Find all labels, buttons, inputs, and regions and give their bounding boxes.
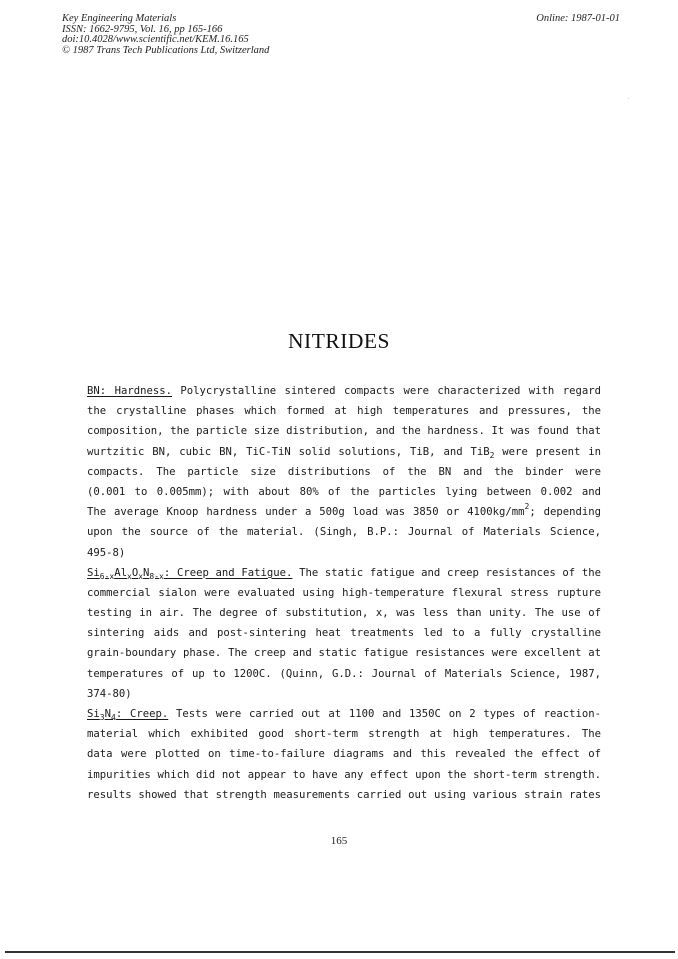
article-body bbox=[87, 381, 601, 805]
journal-name: Key Engineering Materials bbox=[62, 13, 177, 24]
sialon-creep-heading: $Si_{6-x}Al_xO_xN_{8-x}$: Creep and Fatigue. bbox=[87, 566, 293, 581]
copyright-line: © 1987 Trans Tech Publications Ltd, Switzerland bbox=[62, 44, 270, 56]
p2-line-5: grain-boundary phase. The creep and static fatigue resistances were excellent at bbox=[87, 647, 601, 660]
page-title: NITRIDES bbox=[288, 329, 390, 353]
page-number: 165 bbox=[330, 835, 348, 847]
p1-line-7: The average Knoop hardness under a 500g load was 3850 or $4100kg/mm^2$; depending bbox=[87, 502, 601, 519]
p3-line-4: impurities which did not appear to have any effect upon the short-term strength. bbox=[87, 768, 601, 781]
p1-line-8: upon the source of the material. (Singh, B.P.: Journal of Materials Science, bbox=[87, 526, 601, 539]
online-date: Online: 1987-01-01 bbox=[536, 13, 620, 24]
issn-line: ISSN: 1662-9795, Vol. 16, pp 165-166 bbox=[62, 23, 223, 35]
bottom-rule bbox=[5, 951, 675, 953]
p2-line-4: sintering aids and post-sintering heat treatments led to a fully crystalline bbox=[87, 627, 601, 640]
p1-line-6: (0.001 to 0.005mm); with about 80% of the particles lying between 0.002 and bbox=[87, 485, 601, 498]
p3-line-5: results showed that strength measurements carried out using various strain rates bbox=[87, 788, 601, 801]
p1-line-5: compacts. The particle size distributions of the BN and the binder were bbox=[87, 465, 601, 478]
p2-line-6: temperatures of up to 1200C. (Quinn, G.D.: Journal of Materials Science, 1987, bbox=[87, 667, 601, 680]
si3n4-creep-heading: $Si_3N_4$: Creep. bbox=[87, 708, 169, 722]
p2-line-3: testing in air. The degree of substitution, x, was less than unity. The use of bbox=[87, 607, 601, 620]
journal-header bbox=[62, 14, 269, 56]
p3-line-1: $Si_3N_4$: Creep. Tests were carried out at 1100 and 1350C on 2 types of reaction- bbox=[87, 708, 601, 722]
p2-line-1: $Si_{6-x}Al_xO_xN_{8-x}$: Creep and Fatigue. The static fatigue and creep resistances of the bbox=[87, 566, 601, 581]
scan-speck bbox=[628, 98, 629, 99]
p2-line-2: commercial sialon were evaluated using high-temperature flexural stress rupture bbox=[87, 586, 601, 599]
p3-line-3: data were plotted on time-to-failure diagrams and this revealed the effect of bbox=[87, 748, 601, 761]
p1-line-4: wurtzitic BN, cubic BN, TiC-TiN solid solutions, TiB, and TiB$_2$ were present in bbox=[87, 445, 601, 460]
p3-line-2: material which exhibited good short-term strength at high temperatures. The bbox=[87, 728, 601, 741]
p1-line-2: the crystalline phases which formed at high temperatures and pressures, the bbox=[87, 405, 601, 418]
p2-line-7: 374-80) bbox=[87, 687, 132, 700]
p1-line-9: 495-8) bbox=[87, 546, 126, 559]
p1-line-1: BN: Hardness. Polycrystalline sintered compacts were characterized with regard bbox=[87, 385, 601, 397]
bn-hardness-heading: BN: Hardness. bbox=[87, 385, 172, 397]
p1-line-3: composition, the particle size distribution, and the hardness. It was found that bbox=[87, 425, 601, 438]
doi-line: doi:10.4028/www.scientific.net/KEM.16.165 bbox=[62, 34, 249, 46]
